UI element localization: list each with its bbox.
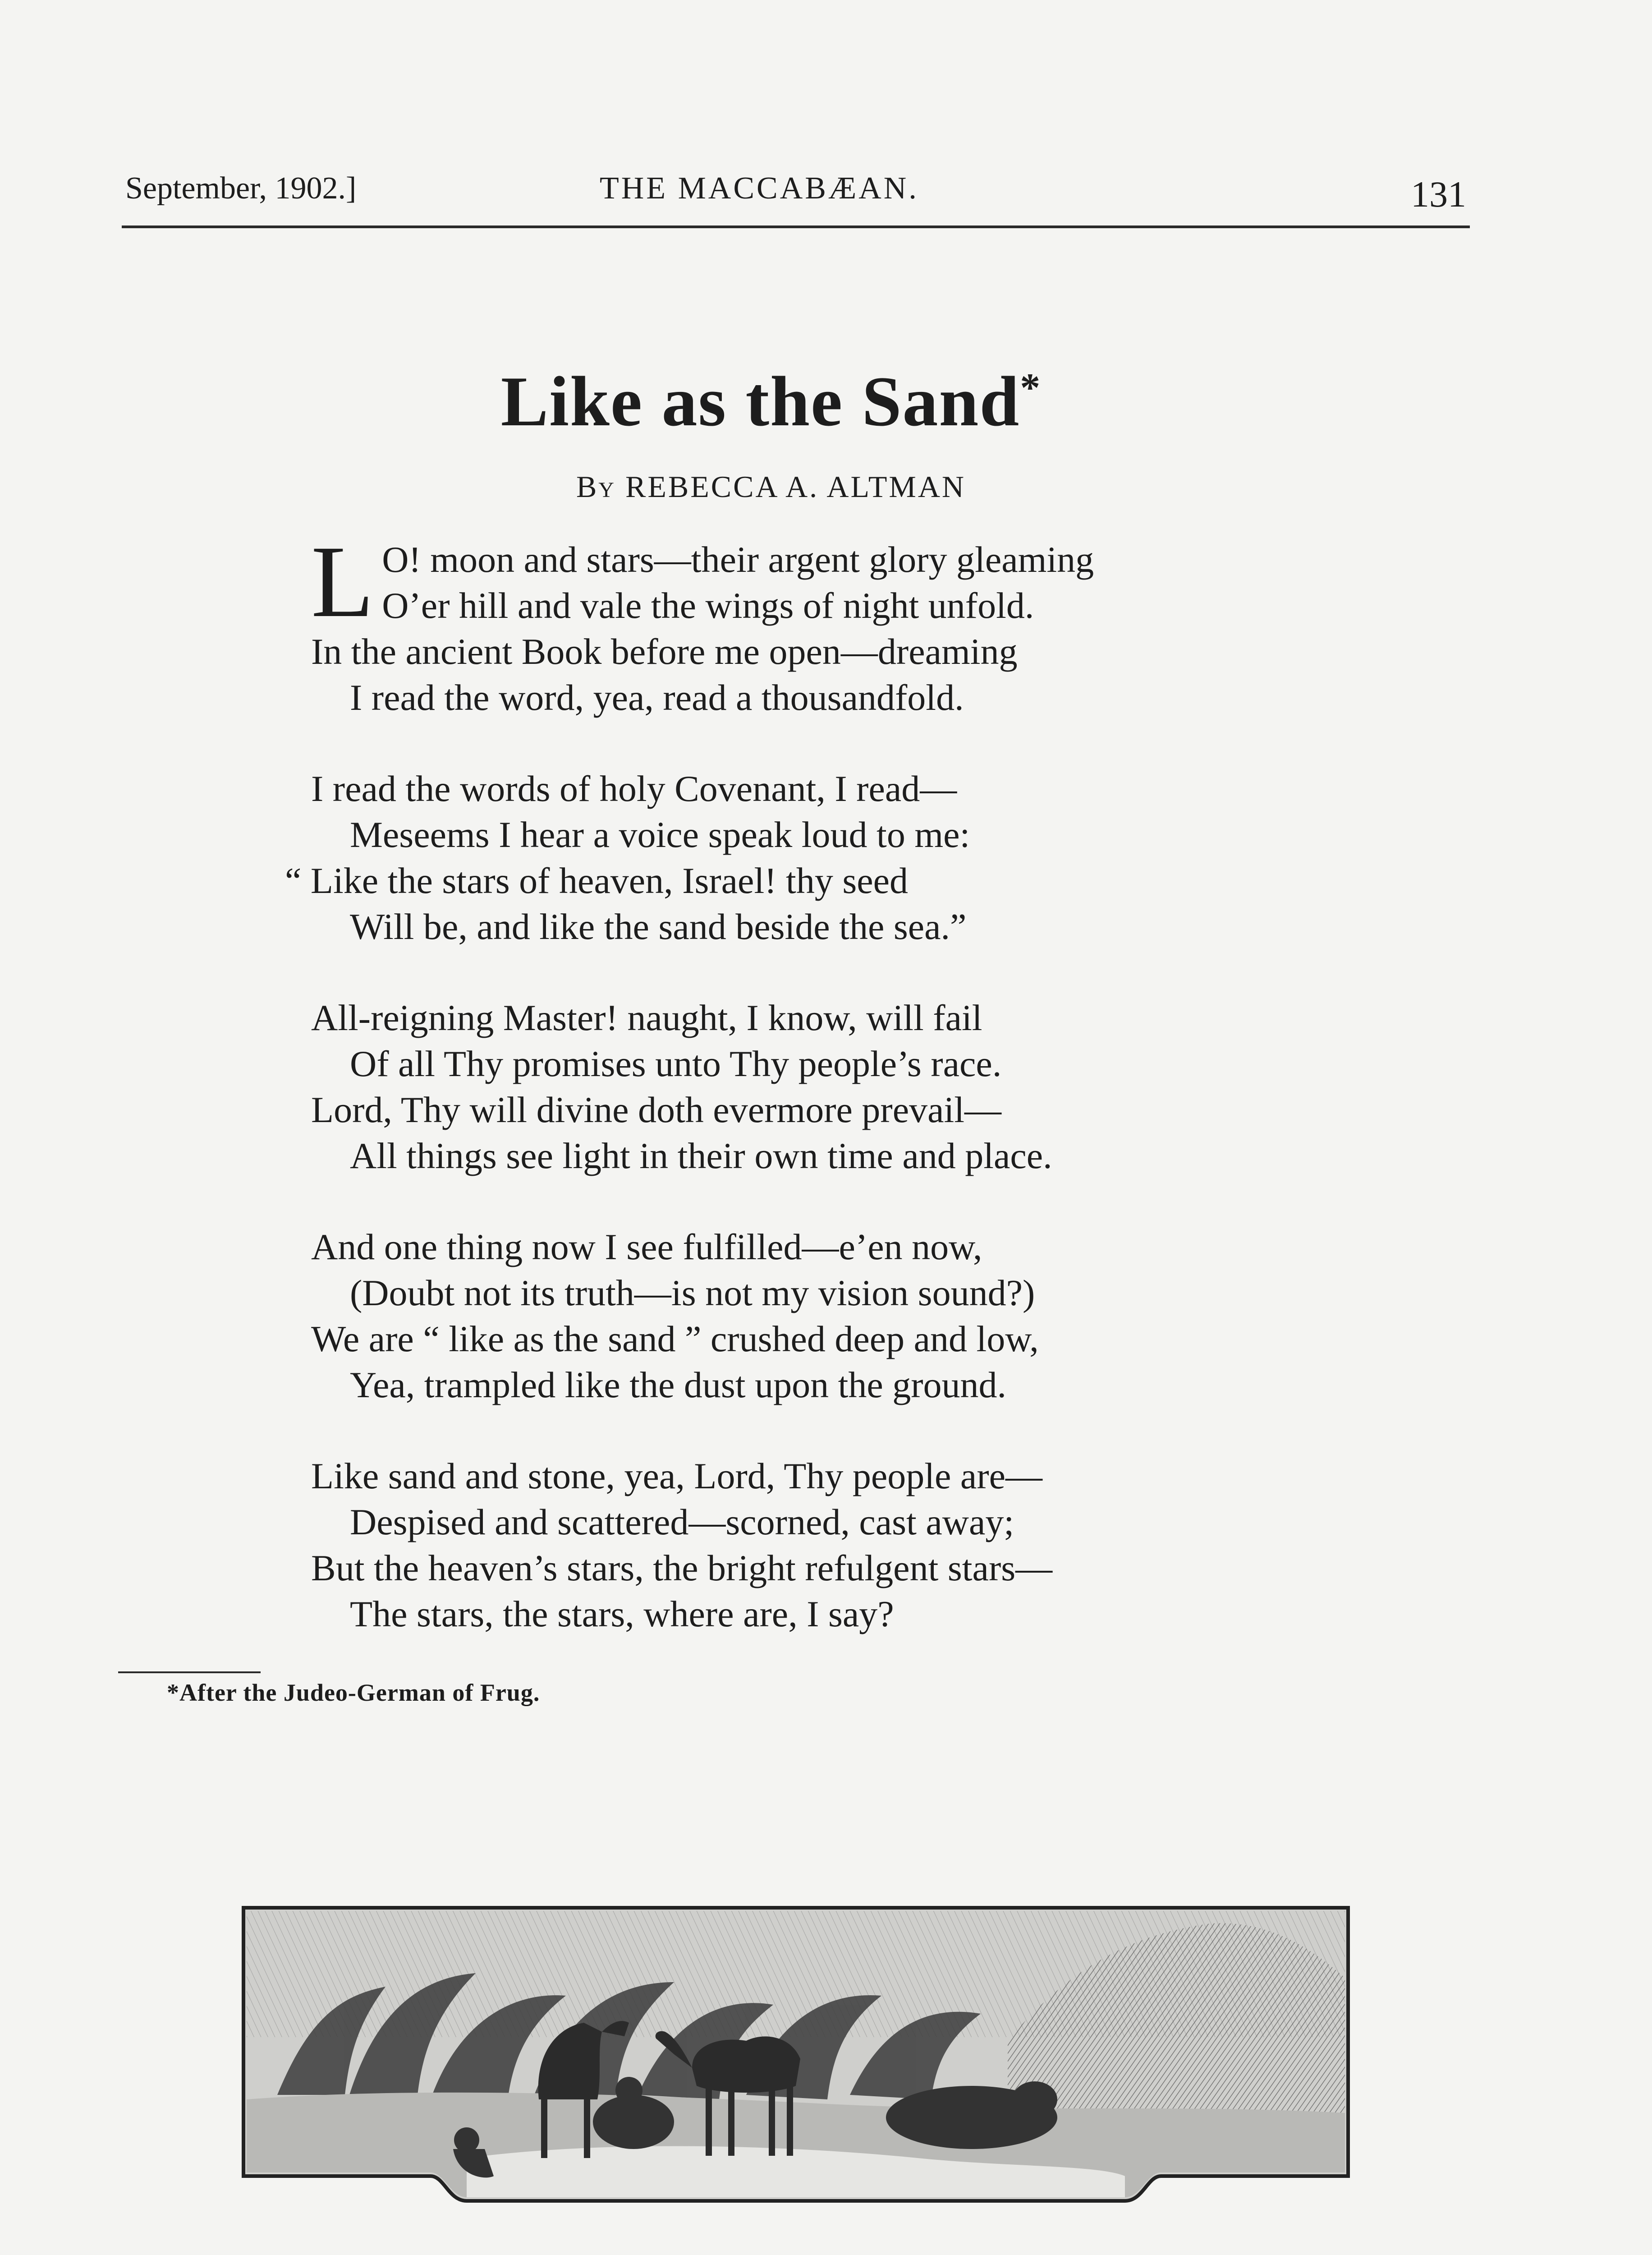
header-date: September, 1902.] xyxy=(125,171,357,206)
poem-line: The stars, the stars, where are, I say? xyxy=(350,1593,894,1634)
footnote-marker: * xyxy=(1020,365,1042,410)
footnote: *After the Judeo-German of Frug. xyxy=(167,1679,540,1706)
header-page-number: 131 xyxy=(1411,174,1466,215)
poem-body xyxy=(285,525,1258,1682)
drop-cap: L xyxy=(311,525,374,639)
poem-line: Will be, and like the sand beside the sea.” xyxy=(350,906,967,947)
poem-line: “ Like the stars of heaven, Israel! thy seed xyxy=(285,860,909,901)
stanza-4 xyxy=(311,1224,1258,1408)
poem-line: I read the words of holy Covenant, I read— xyxy=(311,768,957,809)
footnote-rule xyxy=(118,1671,261,1673)
poem-line: Lord, Thy will divine doth evermore prevail— xyxy=(311,1089,1002,1130)
poem-line: (Doubt not its truth—is not my vision sound?) xyxy=(350,1272,1035,1313)
poem-line: Despised and scattered—scorned, cast away; xyxy=(350,1501,1014,1542)
running-header xyxy=(122,167,1470,228)
poem-line: Of all Thy promises unto Thy people’s race. xyxy=(350,1043,1002,1084)
poem-line: I read the word, yea, read a thousandfold. xyxy=(350,677,964,718)
byline xyxy=(496,469,1046,505)
poem-line: All-reigning Master! naught, I know, will fail xyxy=(311,997,982,1038)
poem-line: Meseems I hear a voice speak loud to me: xyxy=(350,814,970,855)
poem-line: O’er hill and vale the wings of night unfold. xyxy=(382,585,1034,626)
poem-line: But the heaven’s stars, the bright refulgent stars— xyxy=(311,1547,1053,1588)
stanza-1 xyxy=(311,525,1258,721)
stanza-3 xyxy=(311,995,1258,1179)
stanza-5 xyxy=(311,1453,1258,1637)
poem-line: O! moon and stars—their argent glory gleaming xyxy=(382,539,1094,580)
header-journal-title: THE MACCABÆAN. xyxy=(600,171,919,206)
stanza-2 xyxy=(285,766,1258,950)
poem-line: Like sand and stone, yea, Lord, Thy people are— xyxy=(311,1455,1043,1496)
byline-prefix: By xyxy=(576,469,616,504)
poem-line: All things see light in their own time and place. xyxy=(350,1135,1052,1176)
author-name: REBECCA A. ALTMAN xyxy=(625,469,966,504)
poem-line: In the ancient Book before me open—dreaming xyxy=(311,631,1018,672)
poem-line: We are “ like as the sand ” crushed deep and low, xyxy=(311,1318,1039,1359)
poem-title xyxy=(491,361,1051,443)
poem-line: And one thing now I see fulfilled—e’en now, xyxy=(311,1226,982,1267)
poem-line: Yea, trampled like the dust upon the ground. xyxy=(350,1364,1007,1405)
poem-title-text: Like as the Sand xyxy=(500,362,1020,441)
desert-oasis-engraving xyxy=(241,1905,1350,2205)
